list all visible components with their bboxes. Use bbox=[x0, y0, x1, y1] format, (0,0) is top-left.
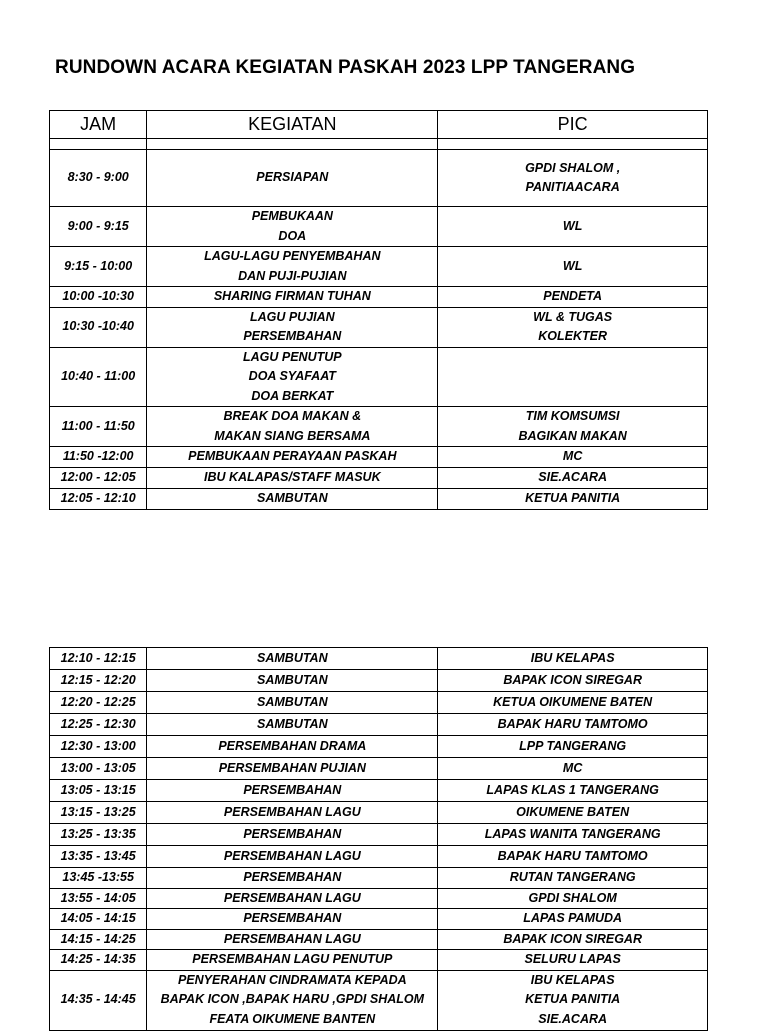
pic-line: BAPAK HARU TAMTOMO bbox=[497, 716, 648, 731]
kegiatan-line: MAKAN SIANG BERSAMA bbox=[214, 428, 371, 443]
cell-pic bbox=[438, 488, 708, 509]
cell-pic bbox=[438, 780, 708, 802]
pic-line: KOLEKTER bbox=[538, 329, 608, 343]
kegiatan-line: IBU KALAPAS/STAFF MASUK bbox=[204, 469, 381, 484]
cell-pic bbox=[438, 347, 708, 407]
cell-pic bbox=[438, 207, 708, 247]
cell-jam: 10:40 - 11:00 bbox=[50, 347, 147, 407]
table-row bbox=[50, 802, 708, 824]
table-row bbox=[50, 868, 708, 889]
cell-jam: 9:00 - 9:15 bbox=[50, 207, 147, 247]
cell-kegiatan bbox=[147, 692, 438, 714]
cell-kegiatan bbox=[147, 150, 438, 207]
table-row bbox=[50, 780, 708, 802]
pic-line: SIE.ACARA bbox=[538, 1011, 608, 1026]
kegiatan-line: BAPAK ICON ,BAPAK HARU ,GPDI SHALOM bbox=[160, 992, 425, 1007]
kegiatan-line: SAMBUTAN bbox=[257, 694, 328, 709]
kegiatan-line: LAGU PENUTUP bbox=[243, 349, 342, 364]
cell-jam: 12:20 - 12:25 bbox=[50, 692, 147, 714]
cell-kegiatan bbox=[147, 447, 438, 468]
cell-pic bbox=[438, 407, 708, 447]
cell-jam: 12:05 - 12:10 bbox=[50, 488, 147, 509]
kegiatan-line: DOA BERKAT bbox=[251, 388, 334, 403]
table-row bbox=[50, 846, 708, 868]
cell-kegiatan bbox=[147, 780, 438, 802]
kegiatan-line: LAGU-LAGU PENYEMBAHAN bbox=[204, 249, 381, 263]
header-pic: PIC bbox=[438, 111, 708, 139]
cell-kegiatan bbox=[147, 207, 438, 247]
kegiatan-line: PERSEMBAHAN PUJIAN bbox=[218, 760, 366, 775]
pic-line: WL bbox=[562, 218, 583, 233]
kegiatan-line: SAMBUTAN bbox=[257, 672, 328, 687]
kegiatan-line: PERSEMBAHAN LAGU PENUTUP bbox=[192, 952, 393, 966]
cell-pic bbox=[438, 868, 708, 889]
pic-line: LAPAS PAMUDA bbox=[523, 911, 623, 925]
table-row bbox=[50, 714, 708, 736]
table-row bbox=[50, 736, 708, 758]
cell-kegiatan bbox=[147, 802, 438, 824]
table-row bbox=[50, 139, 708, 150]
cell-jam: 11:00 - 11:50 bbox=[50, 407, 147, 447]
cell-jam bbox=[50, 139, 147, 150]
kegiatan-line: PEMBUKAAN PERAYAAN PASKAH bbox=[188, 449, 397, 463]
kegiatan-line: DOA SYAFAAT bbox=[248, 369, 336, 383]
cell-jam: 13:45 -13:55 bbox=[50, 868, 147, 889]
table-row bbox=[50, 247, 708, 287]
cell-jam: 10:30 -10:40 bbox=[50, 307, 147, 347]
table-header-row bbox=[50, 111, 708, 139]
cell-jam: 12:15 - 12:20 bbox=[50, 670, 147, 692]
cell-jam: 13:05 - 13:15 bbox=[50, 780, 147, 802]
kegiatan-line: SAMBUTAN bbox=[257, 716, 328, 731]
table-row bbox=[50, 447, 708, 468]
kegiatan-line: DOA bbox=[278, 228, 307, 243]
pic-line: MC bbox=[562, 449, 583, 463]
cell-pic bbox=[438, 758, 708, 780]
header-jam: JAM bbox=[50, 111, 147, 139]
pic-line: BAPAK ICON SIREGAR bbox=[503, 931, 642, 946]
cell-pic bbox=[438, 714, 708, 736]
cell-jam: 12:10 - 12:15 bbox=[50, 648, 147, 670]
cell-kegiatan bbox=[147, 888, 438, 909]
rundown-table-2 bbox=[49, 647, 708, 1031]
table-row bbox=[50, 347, 708, 407]
table-row bbox=[50, 692, 708, 714]
table-row bbox=[50, 488, 708, 509]
kegiatan-line: BREAK DOA MAKAN & bbox=[223, 409, 362, 423]
cell-kegiatan bbox=[147, 950, 438, 971]
header-kegiatan: KEGIATAN bbox=[147, 111, 438, 139]
cell-pic bbox=[438, 467, 708, 488]
kegiatan-line: PERSEMBAHAN LAGU bbox=[223, 931, 361, 946]
cell-pic bbox=[438, 802, 708, 824]
table-row bbox=[50, 207, 708, 247]
kegiatan-line: PERSEMBAHAN bbox=[243, 329, 342, 343]
cell-kegiatan bbox=[147, 407, 438, 447]
cell-jam: 12:25 - 12:30 bbox=[50, 714, 147, 736]
cell-kegiatan bbox=[147, 347, 438, 407]
cell-kegiatan bbox=[147, 929, 438, 950]
cell-jam: 14:25 - 14:35 bbox=[50, 950, 147, 971]
kegiatan-line: SAMBUTAN bbox=[257, 650, 328, 665]
cell-pic bbox=[438, 150, 708, 207]
table-row bbox=[50, 950, 708, 971]
pic-line: GPDI SHALOM bbox=[528, 890, 617, 905]
table-row bbox=[50, 824, 708, 846]
cell-pic bbox=[438, 970, 708, 1030]
pic-line: RUTAN TANGERANG bbox=[509, 870, 636, 884]
cell-kegiatan bbox=[147, 868, 438, 889]
cell-pic bbox=[438, 888, 708, 909]
pic-line: OIKUMENE BATEN bbox=[516, 804, 630, 819]
pic-line: LAPAS WANITA TANGERANG bbox=[484, 826, 661, 841]
pic-line: KETUA PANITIA bbox=[525, 992, 621, 1007]
cell-pic bbox=[438, 139, 708, 150]
kegiatan-line: PEMBUKAAN bbox=[251, 209, 333, 223]
pic-line: BAPAK HARU TAMTOMO bbox=[497, 848, 648, 863]
pic-line: GPDI SHALOM , bbox=[525, 160, 621, 175]
cell-pic bbox=[438, 247, 708, 287]
cell-jam: 13:35 - 13:45 bbox=[50, 846, 147, 868]
cell-pic bbox=[438, 648, 708, 670]
table-row bbox=[50, 150, 708, 207]
pic-line: SIE.ACARA bbox=[538, 469, 608, 484]
table-row bbox=[50, 970, 708, 1030]
cell-jam: 12:00 - 12:05 bbox=[50, 467, 147, 488]
cell-pic bbox=[438, 909, 708, 930]
cell-pic bbox=[438, 929, 708, 950]
pic-line: WL bbox=[562, 258, 583, 273]
table-row bbox=[50, 888, 708, 909]
table-row bbox=[50, 648, 708, 670]
kegiatan-line: SHARING FIRMAN TUHAN bbox=[213, 289, 371, 303]
table-row bbox=[50, 670, 708, 692]
cell-kegiatan bbox=[147, 247, 438, 287]
kegiatan-line: PERSEMBAHAN bbox=[243, 782, 342, 797]
cell-kegiatan bbox=[147, 488, 438, 509]
cell-kegiatan bbox=[147, 909, 438, 930]
cell-pic bbox=[438, 846, 708, 868]
pic-line: LAPAS KLAS 1 TANGERANG bbox=[486, 782, 659, 797]
kegiatan-line: PERSEMBAHAN bbox=[243, 826, 342, 841]
cell-jam: 12:30 - 13:00 bbox=[50, 736, 147, 758]
kegiatan-line: FEATA OIKUMENE BANTEN bbox=[209, 1011, 376, 1026]
pic-line: IBU KELAPAS bbox=[530, 650, 615, 665]
cell-kegiatan bbox=[147, 970, 438, 1030]
cell-pic bbox=[438, 950, 708, 971]
table-row bbox=[50, 307, 708, 347]
pic-line: IBU KELAPAS bbox=[530, 972, 615, 987]
table-row bbox=[50, 929, 708, 950]
cell-jam: 11:50 -12:00 bbox=[50, 447, 147, 468]
kegiatan-line: PERSIAPAN bbox=[256, 170, 329, 185]
cell-kegiatan bbox=[147, 287, 438, 308]
pic-line: MC bbox=[562, 760, 583, 775]
kegiatan-line: PERSEMBAHAN LAGU bbox=[223, 804, 361, 819]
pic-line: PANITIAACARA bbox=[525, 180, 620, 194]
pic-line: LPP TANGERANG bbox=[519, 738, 627, 753]
cell-pic bbox=[438, 287, 708, 308]
table-row bbox=[50, 758, 708, 780]
cell-jam: 14:35 - 14:45 bbox=[50, 970, 147, 1030]
cell-jam: 13:00 - 13:05 bbox=[50, 758, 147, 780]
kegiatan-line: PERSEMBAHAN LAGU bbox=[223, 890, 361, 905]
document-title: RUNDOWN ACARA KEGIATAN PASKAH 2023 LPP TANGERANG bbox=[55, 57, 636, 78]
cell-pic bbox=[438, 447, 708, 468]
cell-kegiatan bbox=[147, 648, 438, 670]
cell-pic bbox=[438, 670, 708, 692]
cell-kegiatan bbox=[147, 758, 438, 780]
pic-line: KETUA PANITIA bbox=[525, 490, 621, 505]
cell-jam: 10:00 -10:30 bbox=[50, 287, 147, 308]
cell-jam: 9:15 - 10:00 bbox=[50, 247, 147, 287]
cell-pic bbox=[438, 307, 708, 347]
cell-kegiatan bbox=[147, 467, 438, 488]
kegiatan-line: PENYERAHAN CINDRAMATA KEPADA bbox=[177, 972, 407, 987]
pic-line: BAPAK ICON SIREGAR bbox=[503, 672, 642, 687]
cell-pic bbox=[438, 692, 708, 714]
cell-pic bbox=[438, 736, 708, 758]
cell-kegiatan bbox=[147, 307, 438, 347]
cell-jam: 14:05 - 14:15 bbox=[50, 909, 147, 930]
table-row bbox=[50, 287, 708, 308]
cell-jam: 14:15 - 14:25 bbox=[50, 929, 147, 950]
cell-jam: 13:15 - 13:25 bbox=[50, 802, 147, 824]
kegiatan-line: PERSEMBAHAN LAGU bbox=[223, 848, 361, 863]
pic-line: PENDETA bbox=[543, 289, 603, 303]
cell-kegiatan bbox=[147, 139, 438, 150]
table-row bbox=[50, 467, 708, 488]
cell-kegiatan bbox=[147, 736, 438, 758]
rundown-table-1 bbox=[49, 110, 708, 510]
pic-line: WL & TUGAS bbox=[533, 309, 613, 324]
cell-kegiatan bbox=[147, 824, 438, 846]
cell-jam: 8:30 - 9:00 bbox=[50, 150, 147, 207]
kegiatan-line: PERSEMBAHAN DRAMA bbox=[218, 738, 367, 753]
cell-jam: 13:55 - 14:05 bbox=[50, 888, 147, 909]
pic-line: BAGIKAN MAKAN bbox=[518, 428, 627, 443]
cell-jam: 13:25 - 13:35 bbox=[50, 824, 147, 846]
table-row bbox=[50, 909, 708, 930]
cell-kegiatan bbox=[147, 846, 438, 868]
table-row bbox=[50, 407, 708, 447]
cell-kegiatan bbox=[147, 714, 438, 736]
kegiatan-line: DAN PUJI-PUJIAN bbox=[238, 268, 347, 283]
pic-line: KETUA OIKUMENE BATEN bbox=[493, 694, 653, 709]
kegiatan-line: PERSEMBAHAN bbox=[243, 870, 342, 884]
cell-pic bbox=[438, 824, 708, 846]
pic-line: TIM KOMSUMSI bbox=[525, 409, 620, 423]
cell-kegiatan bbox=[147, 670, 438, 692]
kegiatan-line: SAMBUTAN bbox=[257, 490, 328, 505]
pic-line: SELURU LAPAS bbox=[524, 952, 621, 966]
kegiatan-line: LAGU PUJIAN bbox=[249, 309, 335, 324]
kegiatan-line: PERSEMBAHAN bbox=[243, 911, 342, 925]
